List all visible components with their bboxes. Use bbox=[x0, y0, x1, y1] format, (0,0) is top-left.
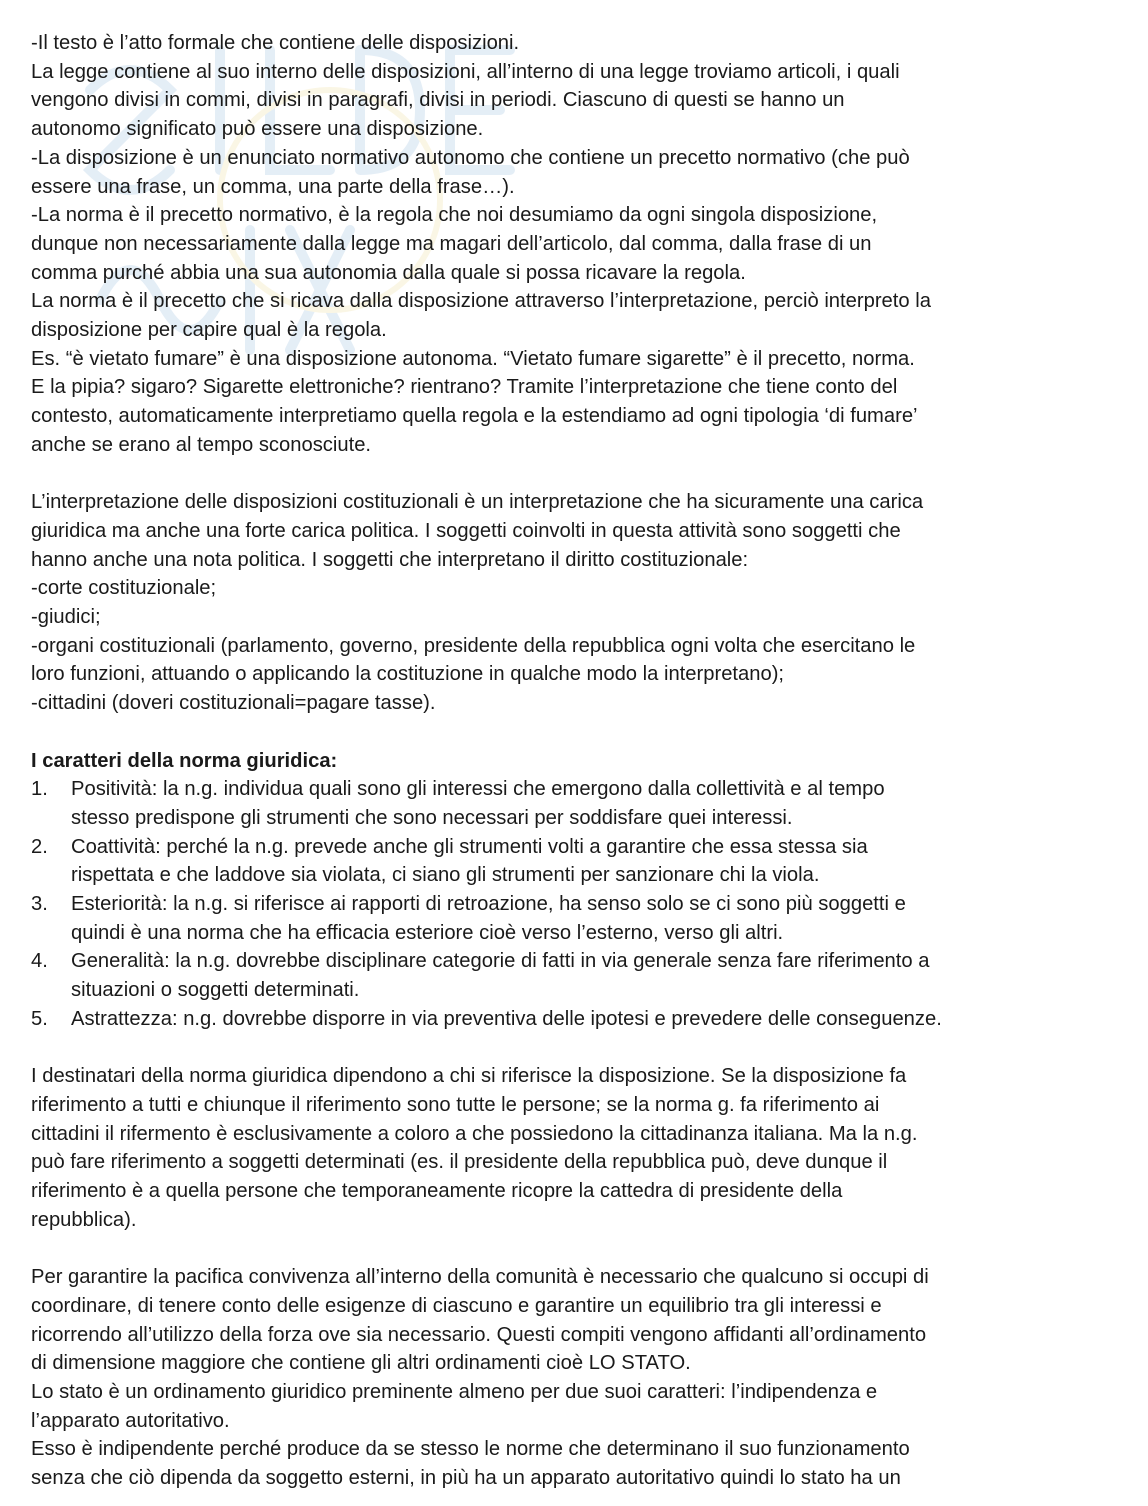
paragraph-spacer bbox=[31, 1234, 1116, 1263]
list-item-text: Astrattezza: n.g. dovrebbe disporre in via preventiva delle ipotesi e prevedere delle conseguenze. bbox=[71, 1007, 942, 1030]
list-item-text: Generalità: la n.g. dovrebbe disciplinare categorie di fatti in via generale senza fare riferimento a situazioni o soggetti determinati. bbox=[71, 950, 930, 1002]
list-item bbox=[31, 833, 1116, 890]
list-item-number: 3. bbox=[31, 893, 48, 916]
list-item bbox=[31, 890, 1116, 947]
list-item-text: Coattività: perché la n.g. prevede anche gli strumenti volti a garantire che essa stessa sia rispettata e che laddove sia violata, ci siano gli strumenti per sanzionare chi la viola. bbox=[71, 835, 868, 887]
list-item-number: 2. bbox=[31, 835, 48, 858]
section-heading: I caratteri della norma giuridica: bbox=[31, 749, 338, 772]
list-item-number: 1. bbox=[31, 778, 48, 801]
paragraph-norm-definitions: -Il testo è l’atto formale che contiene delle disposizioni. La legge contiene al suo interno delle disposizioni, all’interno di una legge troviamo articoli, i quali vengono divisi in commi, divisi in paragrafi, divisi in periodi. Ciascuno di questi se hanno un autonomo significato può essere una disposizione. -La disposizione è un enunciato normativo autonomo che contiene un precetto normativo (che può essere una frase, un comma, una parte della frase…). -La norma è il precetto normativo, è la regola che noi desumiamo da ogni singola disposizione, dunque non necessariamente dalla legge ma magari dell’articolo, dal comma, dalla frase di un comma purché abbia una sua autonomia dalla quale si possa ricavare la regola. La norma è il precetto che si ricava dalla disposizione attraverso l’interpretazione, perciò interpreto la disposizione per capire qual è la regola. Es. “è vietato fumare” è una disposizione autonoma. “Vietato fumare sigarette” è il precetto, norma. E la pipia? sigaro? Sigarette elettroniche? rientrano? Tramite l’interpretazione che tiene conto del contesto, automaticamente interpretiamo quella regola e la estendiamo ad ogni tipologia ‘di fumare’ anche se erano al tempo sconosciute. bbox=[31, 32, 931, 456]
list-item-text: Positività: la n.g. individua quali sono gli interessi che emergono dalla collettività e al tempo stesso predispone gli strumenti che sono necessari per soddisfare quei interessi. bbox=[71, 778, 885, 829]
list-item-number: 4. bbox=[31, 950, 48, 973]
list-item bbox=[31, 1005, 1116, 1034]
paragraph-state: Per garantire la pacifica convivenza all’interno della comunità è necessario che qualcuno si occupi di coordinare, di tenere conto delle esigenze di ciascuno e garantire un equilibrio tra gli interessi e ricorrendo all’utilizzo della forza ove sia necessario. Questi compiti vengono affidanti all’ordinamento di dimensione maggiore che contiene gli altri ordinamenti cioè LO STATO. Lo stato è un ordinamento giuridico preminente almeno per due suoi caratteri: l’indipendenza e l’apparato autoritativo. Esso è indipendente perché produce da se stesso le norme che determinano il suo funzionamento senza che ciò dipenda da soggetto esterni, in più ha un apparato autoritativo quindi lo stato ha un bbox=[31, 1266, 929, 1490]
paragraph-spacer bbox=[31, 460, 1116, 489]
traits-list bbox=[31, 775, 1116, 1033]
paragraph-recipients: I destinatari della norma giuridica dipendono a chi si riferisce la disposizione. Se la disposizione fa riferimento a tutti e chiunque il riferimento sono tutte le persone; se la norma g. fa riferimento ai cittadini il rifermento è esclusivamente a coloro a che possiedono la cittadinanza italiana. Ma la n.g. può fare riferimento a soggetti determinati (es. il presidente della repubblica può, deve dunque il riferimento è a quella persone che temporaneamente ricopre la cattedra di presidente della repubblica). bbox=[31, 1065, 918, 1231]
list-item bbox=[31, 947, 1116, 1004]
list-item-text: Esteriorità: la n.g. si riferisce ai rapporti di retroazione, ha senso solo se ci sono più soggetti e quindi è una norma che ha efficacia esteriore cioè verso l’esterno, verso gli altri. bbox=[71, 893, 906, 944]
document-page bbox=[31, 29, 1116, 1493]
paragraph-constitutional-interpretation: L’interpretazione delle disposizioni costituzionali è un interpretazione che ha sicuramente una carica giuridica ma anche una forte carica politica. I soggetti coinvolti in questa attività sono soggetti che hanno anche una nota politica. I soggetti che interpretano il diritto costituzionale: -corte costituzionale; -giudici; -organi costituzionali (parlamento, governo, presidente della repubblica ogni volta che esercitano le loro funzioni, attuando o applicando la costituzione in qualche modo la interpretano); -cittadini (doveri costituzionali=pagare tasse). bbox=[31, 491, 924, 715]
paragraph-spacer bbox=[31, 1034, 1116, 1063]
list-item-number: 5. bbox=[31, 1007, 48, 1030]
paragraph-spacer bbox=[31, 718, 1116, 747]
list-item bbox=[31, 775, 1116, 832]
